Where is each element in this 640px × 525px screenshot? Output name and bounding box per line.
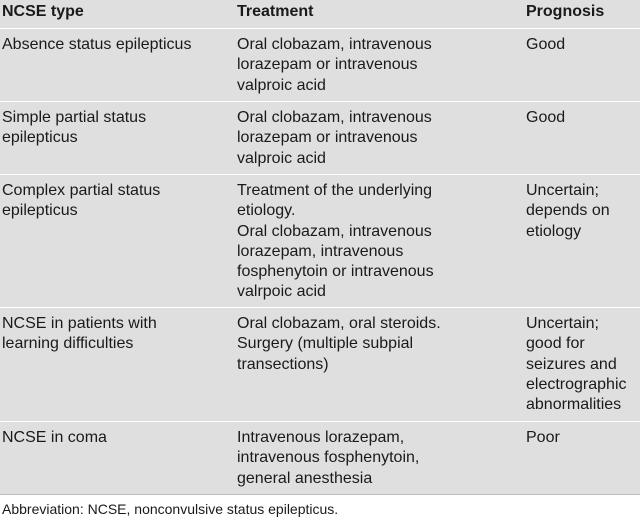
cell-treatment: Oral clobazam, intravenous lorazepam or intravenous valproic acid [237,109,432,167]
table-header-row [0,0,640,28]
cell-ncse-type: Complex partial status epilepticus [2,182,161,220]
cell-prognosis: Uncertain; depends on etiology [526,182,610,240]
cell-treatment: Intravenous lorazepam, intravenous fosphenytoin, general anesthesia [237,429,420,487]
header-ncse-type: NCSE type [2,3,84,20]
cell-treatment: Oral clobazam, oral steroids. Surgery (multiple subpial transections) [237,315,441,373]
cell-treatment: Oral clobazam, intravenous lorazepam or intravenous valproic acid [237,36,432,94]
table-footnote: Abbreviation: NCSE, nonconvulsive status epilepticus. [0,494,640,525]
cell-prognosis: Poor [526,429,560,446]
cell-treatment: Treatment of the underlying etiology. Oral clobazam, intravenous lorazepam, intravenous fosphenytoin or intravenous valrpoic acid [237,182,434,301]
table-row [0,29,640,101]
cell-ncse-type: Absence status epilepticus [2,36,192,53]
table-row [0,308,640,421]
cell-prognosis: Good [526,36,566,53]
cell-prognosis: Uncertain; good for seizures and electrographic abnormalities [526,315,627,414]
table-row [0,102,640,174]
table-row [0,422,640,494]
cell-ncse-type: NCSE in coma [2,429,107,446]
header-treatment: Treatment [237,3,314,20]
cell-prognosis: Good [526,109,566,126]
cell-ncse-type: NCSE in patients with learning difficulties [2,315,157,353]
table-row [0,175,640,307]
header-prognosis: Prognosis [526,3,605,20]
cell-ncse-type: Simple partial status epilepticus [2,109,147,147]
